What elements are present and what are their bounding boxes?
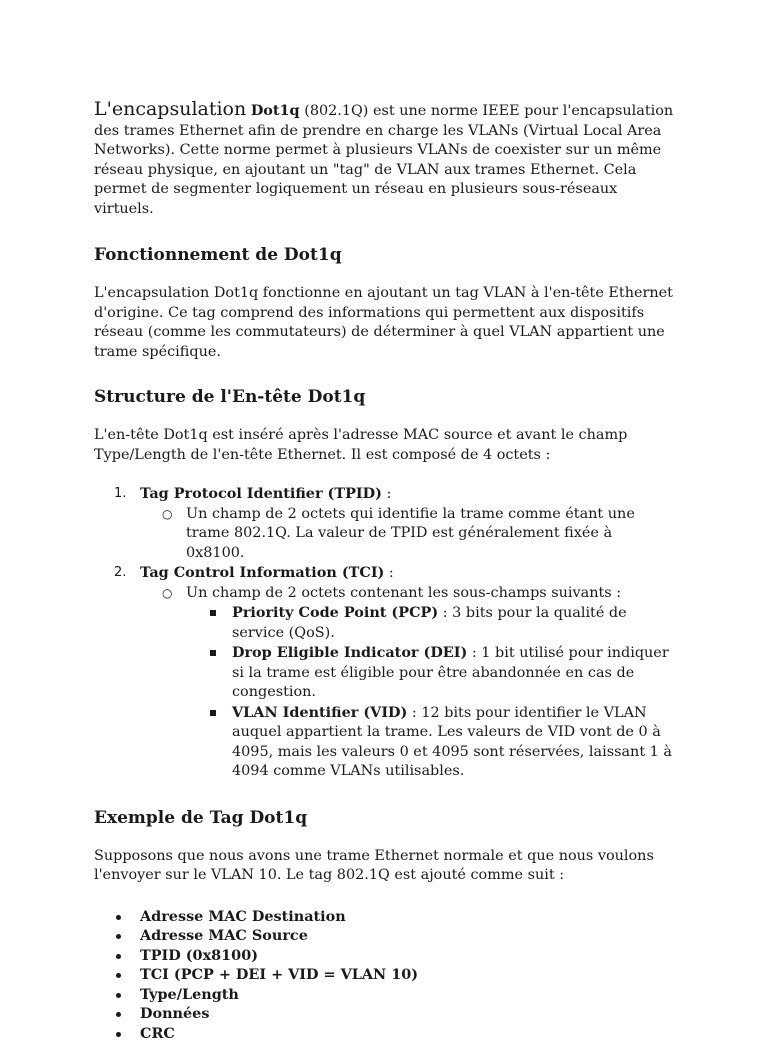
subsublist-item-vid bbox=[186, 703, 674, 782]
dot-bullet-icon bbox=[116, 993, 121, 998]
list-item-suffix: : bbox=[384, 565, 393, 581]
list-item-suffix: : bbox=[382, 486, 391, 502]
list-item-text: CRC bbox=[140, 1025, 175, 1042]
subsublist-item-text: : 3 bits pour la qualité de service (QoS). bbox=[232, 605, 627, 641]
dot-bullet-icon bbox=[116, 1032, 121, 1037]
dot-bullet-icon bbox=[116, 973, 121, 978]
dot-bullet-icon bbox=[116, 1012, 121, 1017]
list-item-tci bbox=[94, 563, 674, 782]
list-item-text: TCI (PCP + DEI + VID = VLAN 10) bbox=[140, 966, 418, 983]
sublist-item-text: Un champ de 2 octets contenant les sous-champs suivants : bbox=[186, 585, 621, 601]
list-item-text: Adresse MAC Destination bbox=[140, 908, 346, 925]
list-number: 1. bbox=[114, 484, 126, 504]
subsublist-item-dei bbox=[186, 643, 674, 703]
section-text-structure: L'en-tête Dot1q est inséré après l'adresse MAC source et avant le champ Type/Length de l'en-tête Ethernet. Il est composé de 4 octets : bbox=[94, 426, 674, 465]
subsublist-item-text: : 1 bit utilisé pour indiquer si la trame est éligible pour être abandonnée en cas de congestion. bbox=[232, 645, 669, 700]
square-bullet-icon bbox=[210, 650, 216, 656]
list-item bbox=[94, 946, 674, 966]
intro-bold-term: Dot1q bbox=[251, 102, 300, 119]
list-item bbox=[94, 965, 674, 985]
dot-bullet-icon bbox=[116, 934, 121, 939]
section-heading-structure: Structure de l'En-tête Dot1q bbox=[94, 386, 674, 408]
structure-list bbox=[94, 484, 674, 782]
list-item bbox=[94, 907, 674, 927]
subsublist-item-title: Drop Eligible Indicator (DEI) bbox=[232, 644, 467, 661]
circle-bullet-icon: ○ bbox=[162, 584, 172, 604]
list-item-text: TPID (0x8100) bbox=[140, 947, 258, 964]
list-item-text: Type/Length bbox=[140, 986, 239, 1003]
dot-bullet-icon bbox=[116, 915, 121, 920]
list-item-tpid bbox=[94, 484, 674, 563]
section-heading-fonctionnement: Fonctionnement de Dot1q bbox=[94, 244, 674, 266]
list-item bbox=[94, 1004, 674, 1024]
list-number: 2. bbox=[114, 563, 126, 583]
intro-paragraph bbox=[94, 100, 674, 219]
sublist-item-text: Un champ de 2 octets qui identifie la trame comme étant une trame 802.1Q. La valeur de TPID est généralement fixée à 0x8100. bbox=[186, 506, 635, 561]
dot-bullet-icon bbox=[116, 954, 121, 959]
subsublist-item-pcp bbox=[186, 603, 674, 643]
list-item bbox=[94, 1024, 674, 1043]
circle-bullet-icon: ○ bbox=[162, 505, 172, 525]
list-item bbox=[94, 926, 674, 946]
sublist-item bbox=[140, 505, 674, 564]
subsublist-tci bbox=[186, 603, 674, 782]
intro-lead: L'encapsulation bbox=[94, 98, 246, 120]
list-item bbox=[94, 985, 674, 1005]
subsublist-item-title: VLAN Identifier (VID) bbox=[232, 704, 407, 721]
example-list bbox=[94, 907, 674, 1043]
section-heading-exemple: Exemple de Tag Dot1q bbox=[94, 807, 674, 829]
section-text-fonctionnement: L'encapsulation Dot1q fonctionne en ajoutant un tag VLAN à l'en-tête Ethernet d'origine. Ce tag comprend des informations qui permettent aux dispositifs réseau (comme les commutateurs) de déterminer à quel VLAN appartient une trame spécifique. bbox=[94, 284, 674, 362]
subsublist-item-text: : 12 bits pour identifier le VLAN auquel appartient la trame. Les valeurs de VID vont de 0 à 4095, mais les valeurs 0 et 4095 sont réservées, laissant 1 à 4094 comme VLANs utilisables. bbox=[232, 705, 672, 780]
sublist-tci bbox=[140, 584, 674, 782]
square-bullet-icon bbox=[210, 610, 216, 616]
sublist-tpid bbox=[140, 505, 674, 564]
subsublist-item-title: Priority Code Point (PCP) bbox=[232, 604, 438, 621]
list-item-title: Tag Control Information (TCI) bbox=[140, 564, 384, 581]
list-item-text: Adresse MAC Source bbox=[140, 927, 308, 944]
list-item-text: Données bbox=[140, 1005, 209, 1022]
section-text-exemple: Supposons que nous avons une trame Ethernet normale et que nous voulons l'envoyer sur le VLAN 10. Le tag 802.1Q est ajouté comme suit : bbox=[94, 847, 674, 886]
square-bullet-icon bbox=[210, 710, 216, 716]
sublist-item bbox=[140, 584, 674, 782]
list-item-title: Tag Protocol Identifier (TPID) bbox=[140, 485, 382, 502]
intro-text: (802.1Q) est une norme IEEE pour l'encapsulation des trames Ethernet afin de prendre en charge les VLANs (Virtual Local Area Networks). Cette norme permet à plusieurs VLANs de coexister sur un même réseau physique, en ajoutant un "tag" de VLAN aux trames Ethernet. Cela permet de segmenter logiquement un réseau en plusieurs sous-réseaux virtuels. bbox=[94, 103, 673, 217]
